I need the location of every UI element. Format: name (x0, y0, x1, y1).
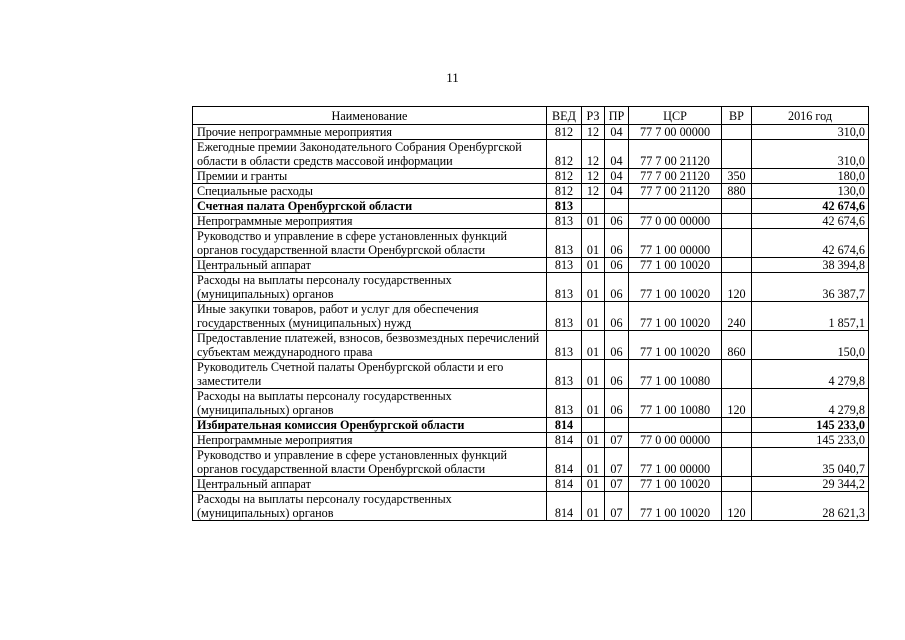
table-header (193, 107, 869, 125)
cell-ved: 813 (547, 389, 582, 418)
cell-csr: 77 0 00 00000 (629, 433, 722, 448)
cell-amount: 150,0 (752, 331, 869, 360)
cell-pr: 06 (605, 214, 629, 229)
cell-amount: 42 674,6 (752, 199, 869, 214)
cell-name: Предоставление платежей, взносов, безвозмездных перечислений субъектам международного права (193, 331, 547, 360)
table-row (193, 433, 869, 448)
table-row (193, 302, 869, 331)
cell-ved: 813 (547, 199, 582, 214)
cell-name: Расходы на выплаты персоналу государственных (муниципальных) органов (193, 273, 547, 302)
cell-amount: 130,0 (752, 184, 869, 199)
cell-pr: 04 (605, 140, 629, 169)
cell-rz: 01 (582, 477, 605, 492)
cell-vr (722, 433, 752, 448)
cell-vr: 120 (722, 389, 752, 418)
cell-pr: 06 (605, 258, 629, 273)
cell-ved: 812 (547, 140, 582, 169)
cell-name: Непрограммные мероприятия (193, 433, 547, 448)
page-number: 11 (446, 70, 459, 85)
table-row (193, 140, 869, 169)
table-row (193, 169, 869, 184)
table-row (193, 273, 869, 302)
cell-pr: 04 (605, 184, 629, 199)
cell-rz: 01 (582, 258, 605, 273)
table-row (193, 448, 869, 477)
cell-csr: 77 1 00 10080 (629, 389, 722, 418)
cell-pr: 04 (605, 125, 629, 140)
cell-pr: 06 (605, 273, 629, 302)
cell-ved: 814 (547, 448, 582, 477)
header-pr: ПР (605, 107, 629, 125)
cell-csr: 77 7 00 21120 (629, 169, 722, 184)
cell-vr: 240 (722, 302, 752, 331)
cell-amount: 28 621,3 (752, 492, 869, 521)
cell-amount: 35 040,7 (752, 448, 869, 477)
table-row (193, 199, 869, 214)
cell-csr: 77 1 00 10020 (629, 302, 722, 331)
cell-name: Счетная палата Оренбургской области (193, 199, 547, 214)
cell-csr: 77 1 00 10020 (629, 273, 722, 302)
cell-ved: 813 (547, 214, 582, 229)
cell-csr (629, 418, 722, 433)
cell-vr: 120 (722, 273, 752, 302)
cell-rz: 01 (582, 448, 605, 477)
table-row (193, 184, 869, 199)
cell-vr (722, 360, 752, 389)
cell-pr: 07 (605, 492, 629, 521)
cell-vr (722, 229, 752, 258)
cell-vr (722, 448, 752, 477)
cell-name: Расходы на выплаты персоналу государственных (муниципальных) органов (193, 389, 547, 418)
cell-name: Непрограммные мероприятия (193, 214, 547, 229)
cell-rz: 01 (582, 389, 605, 418)
header-csr: ЦСР (629, 107, 722, 125)
cell-csr: 77 1 00 10020 (629, 258, 722, 273)
cell-csr: 77 7 00 21120 (629, 140, 722, 169)
cell-amount: 1 857,1 (752, 302, 869, 331)
cell-rz: 01 (582, 229, 605, 258)
cell-pr: 06 (605, 229, 629, 258)
cell-pr: 04 (605, 169, 629, 184)
cell-name: Центральный аппарат (193, 258, 547, 273)
cell-pr: 06 (605, 360, 629, 389)
cell-amount: 310,0 (752, 140, 869, 169)
cell-rz: 12 (582, 184, 605, 199)
cell-csr: 77 1 00 00000 (629, 229, 722, 258)
cell-pr: 07 (605, 477, 629, 492)
header-amount: 2016 год (752, 107, 869, 125)
cell-rz: 01 (582, 492, 605, 521)
cell-ved: 813 (547, 273, 582, 302)
header-ved: ВЕД (547, 107, 582, 125)
cell-rz: 01 (582, 433, 605, 448)
cell-pr: 06 (605, 302, 629, 331)
cell-amount: 36 387,7 (752, 273, 869, 302)
cell-amount: 38 394,8 (752, 258, 869, 273)
cell-vr: 860 (722, 331, 752, 360)
cell-amount: 29 344,2 (752, 477, 869, 492)
cell-pr: 07 (605, 448, 629, 477)
cell-pr (605, 199, 629, 214)
cell-rz: 01 (582, 214, 605, 229)
cell-ved: 813 (547, 258, 582, 273)
cell-pr: 06 (605, 331, 629, 360)
cell-name: Иные закупки товаров, работ и услуг для обеспечения государственных (муниципальных) нужд (193, 302, 547, 331)
cell-vr (722, 214, 752, 229)
cell-amount: 42 674,6 (752, 229, 869, 258)
cell-ved: 812 (547, 169, 582, 184)
header-rz: РЗ (582, 107, 605, 125)
cell-amount: 180,0 (752, 169, 869, 184)
cell-csr: 77 1 00 00000 (629, 448, 722, 477)
cell-ved: 813 (547, 229, 582, 258)
cell-name: Ежегодные премии Законодательного Собрания Оренбургской области в области средств массовой информации (193, 140, 547, 169)
cell-amount: 145 233,0 (752, 418, 869, 433)
cell-pr: 06 (605, 389, 629, 418)
cell-ved: 813 (547, 302, 582, 331)
cell-rz: 01 (582, 302, 605, 331)
cell-amount: 145 233,0 (752, 433, 869, 448)
cell-csr: 77 0 00 00000 (629, 214, 722, 229)
cell-vr (722, 199, 752, 214)
cell-amount: 42 674,6 (752, 214, 869, 229)
cell-csr (629, 199, 722, 214)
cell-csr: 77 1 00 10020 (629, 331, 722, 360)
cell-vr (722, 258, 752, 273)
table-row (193, 229, 869, 258)
cell-ved: 814 (547, 418, 582, 433)
cell-vr (722, 477, 752, 492)
cell-ved: 814 (547, 477, 582, 492)
cell-rz: 12 (582, 140, 605, 169)
cell-rz: 01 (582, 360, 605, 389)
table-row (193, 214, 869, 229)
cell-name: Руководство и управление в сфере установленных функций органов государственной власти Оренбургской области (193, 448, 547, 477)
cell-name: Расходы на выплаты персоналу государственных (муниципальных) органов (193, 492, 547, 521)
table-row (193, 418, 869, 433)
cell-vr (722, 140, 752, 169)
cell-name: Руководитель Счетной палаты Оренбургской области и его заместители (193, 360, 547, 389)
header-vr: ВР (722, 107, 752, 125)
cell-amount: 310,0 (752, 125, 869, 140)
cell-rz (582, 199, 605, 214)
cell-name: Премии и гранты (193, 169, 547, 184)
cell-csr: 77 7 00 00000 (629, 125, 722, 140)
header-row (193, 107, 869, 125)
cell-csr: 77 1 00 10020 (629, 492, 722, 521)
header-name: Наименование (193, 107, 547, 125)
cell-vr: 120 (722, 492, 752, 521)
cell-vr (722, 125, 752, 140)
table-row (193, 360, 869, 389)
cell-vr: 350 (722, 169, 752, 184)
cell-csr: 77 1 00 10020 (629, 477, 722, 492)
cell-vr: 880 (722, 184, 752, 199)
cell-ved: 812 (547, 125, 582, 140)
cell-amount: 4 279,8 (752, 360, 869, 389)
cell-name: Избирательная комиссия Оренбургской области (193, 418, 547, 433)
cell-vr (722, 418, 752, 433)
table-row (193, 477, 869, 492)
cell-rz: 01 (582, 273, 605, 302)
cell-ved: 813 (547, 331, 582, 360)
budget-table (192, 106, 869, 521)
cell-amount: 4 279,8 (752, 389, 869, 418)
table-row (193, 389, 869, 418)
table-row (193, 331, 869, 360)
cell-ved: 814 (547, 492, 582, 521)
cell-name: Центральный аппарат (193, 477, 547, 492)
cell-name: Прочие непрограммные мероприятия (193, 125, 547, 140)
table-row (193, 492, 869, 521)
cell-csr: 77 7 00 21120 (629, 184, 722, 199)
cell-pr (605, 418, 629, 433)
cell-name: Специальные расходы (193, 184, 547, 199)
cell-csr: 77 1 00 10080 (629, 360, 722, 389)
cell-ved: 814 (547, 433, 582, 448)
cell-pr: 07 (605, 433, 629, 448)
cell-rz: 12 (582, 125, 605, 140)
cell-rz: 12 (582, 169, 605, 184)
cell-name: Руководство и управление в сфере установленных функций органов государственной власти Оренбургской области (193, 229, 547, 258)
table-row (193, 125, 869, 140)
cell-ved: 813 (547, 360, 582, 389)
cell-rz (582, 418, 605, 433)
table-row (193, 258, 869, 273)
cell-rz: 01 (582, 331, 605, 360)
cell-ved: 812 (547, 184, 582, 199)
table-body (193, 125, 869, 521)
